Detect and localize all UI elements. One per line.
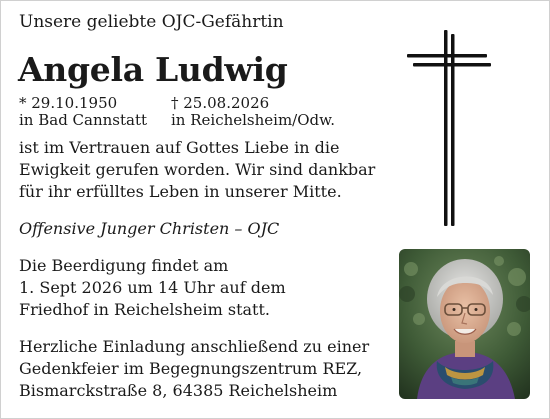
funeral-paragraph: [19, 255, 286, 321]
birth-date: * 29.10.1950: [19, 94, 118, 112]
text-line: ist im Vertrauen auf Gottes Liebe in die: [19, 138, 340, 157]
memorial-invitation-paragraph: [19, 336, 369, 402]
deceased-name: Angela Ludwig: [18, 50, 288, 89]
birth-info: [19, 95, 147, 129]
death-info: [171, 95, 335, 129]
birth-place: in Bad Cannstatt: [19, 111, 148, 129]
portrait-photo: [399, 249, 530, 399]
death-place: in Reichelsheim/Odw.: [171, 111, 335, 129]
text-line: Friedhof in Reichelsheim statt.: [19, 300, 270, 319]
text-line: Bismarckstraße 8, 64385 Reichelsheim: [19, 381, 338, 400]
cross-icon: [405, 30, 495, 230]
intro-line: Unsere geliebte OJC-Gefährtin: [19, 12, 284, 32]
text-line: Ewigkeit gerufen worden. Wir sind dankbar: [19, 160, 376, 179]
organization-signature: Offensive Junger Christen – OJC: [19, 219, 280, 238]
text-line: für ihr erfülltes Leben in unserer Mitte.: [19, 182, 342, 201]
text-line: Gedenkfeier im Begegnungszentrum REZ,: [19, 359, 363, 378]
announcement-paragraph: [19, 137, 375, 203]
death-date: † 25.08.2026: [171, 94, 270, 112]
text-line: 1. Sept 2026 um 14 Uhr auf dem: [19, 278, 286, 297]
text-line: Die Beerdigung findet am: [19, 256, 229, 275]
text-line: Herzliche Einladung anschließend zu einer: [19, 337, 370, 356]
